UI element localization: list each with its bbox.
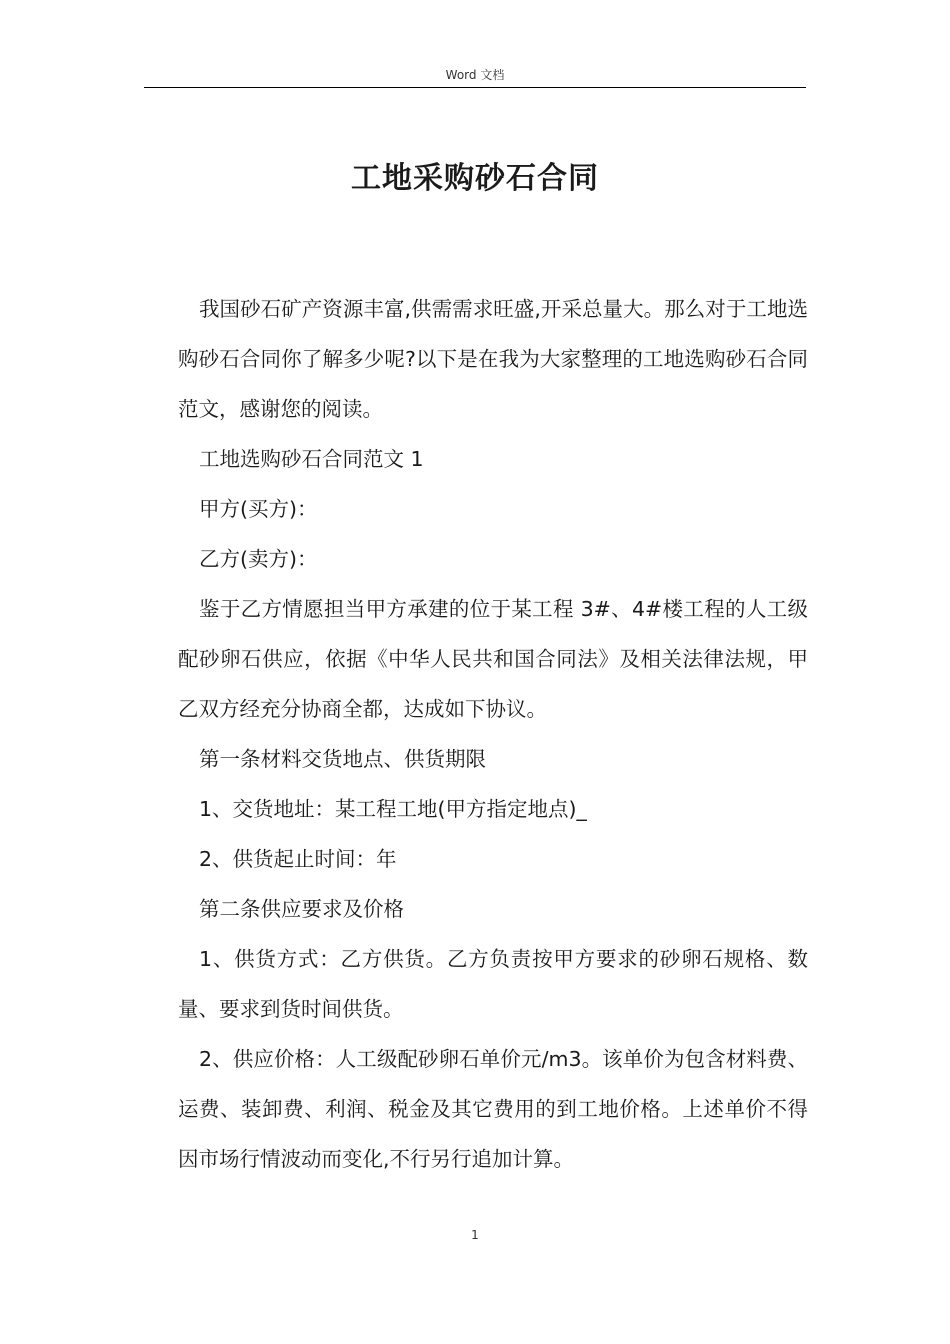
header-divider [144, 87, 806, 88]
paragraph-preamble: 鉴于乙方情愿担当甲方承建的位于某工程 3#、4#楼工程的人工级配砂卵石供应，依据《中华人民共和国合同法》及相关法律法规，甲乙双方经充分协商全都，达成如下协议。 [178, 597, 808, 721]
document-body [178, 284, 808, 1184]
page-header: Word 文档 [445, 68, 505, 82]
paragraph-intro: 我国砂石矿产资源丰富,供需需求旺盛,开采总量大。那么对于工地选购砂石合同你了解多少呢?以下是在我为大家整理的工地选购砂石合同范文，感谢您的阅读。 [178, 297, 808, 421]
paragraph-party-a: 甲方(买方)： [199, 497, 318, 521]
paragraph-delivery-address: 1、交货地址：某工程工地(甲方指定地点)_ [199, 797, 587, 821]
paragraph-article-2: 第二条供应要求及价格 [199, 897, 404, 921]
paragraph-supply-method: 1、供货方式：乙方供货。乙方负责按甲方要求的砂卵石规格、数量、要求到货时间供货。 [178, 947, 808, 1021]
paragraph-party-b: 乙方(卖方)： [199, 547, 318, 571]
document-title: 工地采购砂石合同 [351, 161, 599, 196]
paragraph-supply-price: 2、供应价格：人工级配砂卵石单价元/m3。该单价为包含材料费、运费、装卸费、利润、税金及其它费用的到工地价格。上述单价不得因市场行情波动而变化,不行另行追加计算。 [178, 1047, 808, 1171]
paragraph-article-1: 第一条材料交货地点、供货期限 [199, 747, 486, 771]
paragraph-heading-sample: 工地选购砂石合同范文 1 [199, 447, 424, 471]
page-number: 1 [471, 1228, 479, 1242]
paragraph-supply-period: 2、供货起止时间：年 [199, 847, 397, 871]
